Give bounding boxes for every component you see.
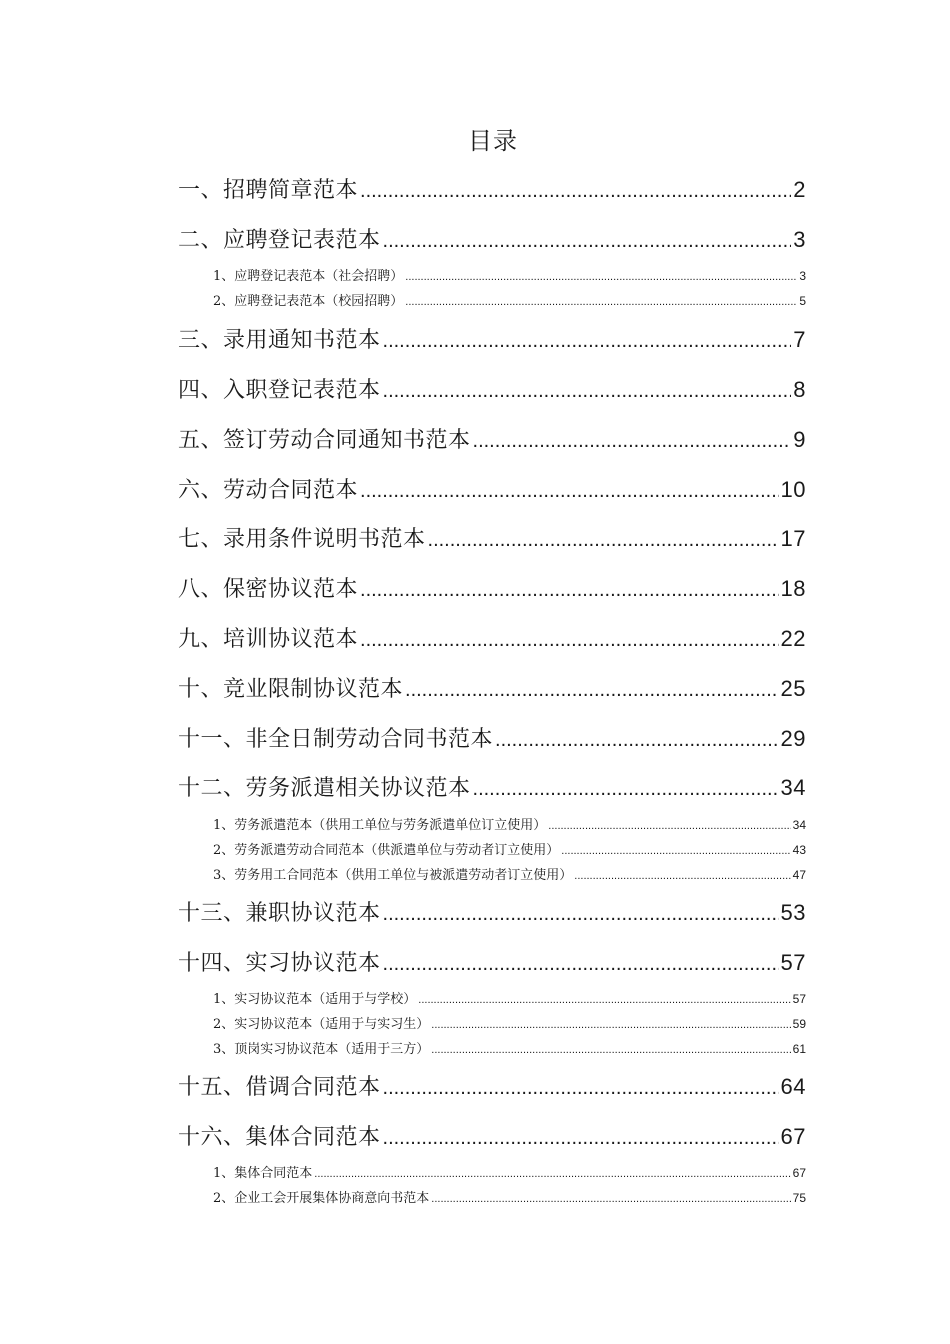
toc-entry[interactable] <box>178 724 806 755</box>
toc-entry[interactable] <box>178 524 806 555</box>
toc-page-number: 3 <box>793 227 806 252</box>
toc-entry-label: 十三、兼职协议范本 <box>178 901 381 926</box>
toc-entry[interactable] <box>178 475 806 506</box>
toc-entry-label: 八、保密协议范本 <box>178 577 359 602</box>
toc-page-number: 67 <box>780 1124 806 1149</box>
toc-subentry-label: 2、实习协议范本（适用于与实习生） <box>213 1017 430 1032</box>
toc-subentry-label: 3、顶岗实习协议范本（适用于三方） <box>213 1042 430 1057</box>
toc-page-number: 57 <box>792 992 806 1006</box>
toc-dot-leader <box>561 842 790 860</box>
toc-entry-label: 四、入职登记表范本 <box>178 378 381 403</box>
toc-entry-label: 十六、集体合同范本 <box>178 1125 381 1150</box>
toc-dot-leader <box>418 991 790 1009</box>
toc-dot-leader <box>383 226 792 256</box>
toc-entry[interactable] <box>178 175 806 206</box>
toc-entry[interactable] <box>178 898 806 929</box>
toc-subentry-label: 1、实习协议范本（适用于与学校） <box>213 992 417 1007</box>
toc-page-number: 2 <box>793 177 806 202</box>
toc-dot-leader <box>314 1165 790 1183</box>
toc-entry-label: 十一、非全日制劳动合同书范本 <box>178 727 494 752</box>
toc-page-number: 61 <box>792 1042 806 1056</box>
toc-page-number: 29 <box>780 726 806 751</box>
toc-entry-label: 二、应聘登记表范本 <box>178 228 381 253</box>
toc-dot-leader <box>383 376 792 406</box>
toc-dot-leader <box>405 268 797 286</box>
toc-subentry[interactable] <box>213 1040 806 1059</box>
toc-entry-label: 十二、劳务派遣相关协议范本 <box>178 776 471 801</box>
toc-subentry[interactable] <box>213 1015 806 1034</box>
toc-entry-label: 一、招聘简章范本 <box>178 178 359 203</box>
toc-entry[interactable] <box>178 325 806 356</box>
toc-dot-leader <box>360 625 779 655</box>
toc-entry-label: 十四、实习协议范本 <box>178 951 381 976</box>
toc-dot-leader <box>431 1041 790 1059</box>
toc-dot-leader <box>574 867 790 885</box>
toc-page-number: 18 <box>780 576 806 601</box>
toc-entry-label: 六、劳动合同范本 <box>178 478 359 503</box>
toc-dot-leader <box>473 426 792 456</box>
toc-page-number: 7 <box>793 327 806 352</box>
toc-subentry-label: 1、应聘登记表范本（社会招聘） <box>213 269 404 284</box>
toc-title: 目录 <box>468 127 518 155</box>
toc-page-number: 25 <box>780 676 806 701</box>
toc-subentry[interactable] <box>213 267 806 286</box>
toc-dot-leader <box>360 176 791 206</box>
toc-entry[interactable] <box>178 425 806 456</box>
toc-page-number: 10 <box>780 477 806 502</box>
toc-dot-leader <box>360 476 779 506</box>
toc-entry-label: 五、签订劳动合同通知书范本 <box>178 428 471 453</box>
toc-page-number: 67 <box>792 1166 806 1180</box>
toc-page-number: 53 <box>780 900 806 925</box>
toc-subentry[interactable] <box>213 841 806 860</box>
toc-entry[interactable] <box>178 375 806 406</box>
toc-entry[interactable] <box>178 1122 806 1153</box>
toc-page-number: 22 <box>780 626 806 651</box>
toc-page-number: 75 <box>792 1191 806 1205</box>
toc-subentry-label: 2、企业工会开展集体协商意向书范本 <box>213 1191 430 1206</box>
toc-dot-leader <box>383 949 779 979</box>
toc-page-number: 59 <box>792 1017 806 1031</box>
toc-page-number: 47 <box>792 868 806 882</box>
toc-entry[interactable] <box>178 574 806 605</box>
toc-entry-label: 十、竞业限制协议范本 <box>178 677 404 702</box>
toc-page-number: 17 <box>780 526 806 551</box>
toc-entry[interactable] <box>178 948 806 979</box>
toc-entry-label: 十五、借调合同范本 <box>178 1075 381 1100</box>
toc-subentry-label: 1、集体合同范本 <box>213 1166 313 1181</box>
toc-subentry-label: 3、劳务用工合同范本（供用工单位与被派遣劳动者订立使用） <box>213 868 573 883</box>
toc-subentry[interactable] <box>213 1189 806 1208</box>
toc-entry[interactable] <box>178 1072 806 1103</box>
toc-dot-leader <box>431 1190 790 1208</box>
toc-page-number: 64 <box>780 1074 806 1099</box>
toc-subentry[interactable] <box>213 816 806 835</box>
toc-subentry[interactable] <box>213 866 806 885</box>
toc-page-number: 57 <box>780 950 806 975</box>
toc-entry[interactable] <box>178 773 806 804</box>
toc-page-number: 34 <box>792 818 806 832</box>
toc-dot-leader <box>383 1073 779 1103</box>
toc-entry[interactable] <box>178 624 806 655</box>
toc-dot-leader <box>428 525 779 555</box>
toc-page-number: 9 <box>793 427 806 452</box>
toc-dot-leader <box>495 725 779 755</box>
toc-dot-leader <box>360 575 779 605</box>
toc-dot-leader <box>548 817 790 835</box>
toc-page-number: 8 <box>793 377 806 402</box>
toc-entry[interactable] <box>178 674 806 705</box>
toc-dot-leader <box>383 326 792 356</box>
toc-page-number: 3 <box>799 269 806 283</box>
toc-subentry-label: 2、劳务派遣劳动合同范本（供派遣单位与劳动者订立使用） <box>213 843 560 858</box>
toc-subentry[interactable] <box>213 1164 806 1183</box>
toc-subentry[interactable] <box>213 990 806 1009</box>
toc-page-number: 43 <box>792 843 806 857</box>
toc-entry-label: 三、录用通知书范本 <box>178 328 381 353</box>
toc-dot-leader <box>473 774 779 804</box>
toc-page-number: 34 <box>780 775 806 800</box>
toc-subentry[interactable] <box>213 292 806 311</box>
toc-entry-label: 七、录用条件说明书范本 <box>178 527 426 552</box>
toc-dot-leader <box>405 675 779 705</box>
toc-dot-leader <box>431 1016 790 1034</box>
toc-subentry-label: 2、应聘登记表范本（校园招聘） <box>213 294 404 309</box>
toc-page-number: 5 <box>799 294 806 308</box>
toc-entry[interactable] <box>178 225 806 256</box>
toc-dot-leader <box>383 1123 779 1153</box>
toc-dot-leader <box>383 899 779 929</box>
toc-entry-label: 九、培训协议范本 <box>178 627 359 652</box>
toc-subentry-label: 1、劳务派遣范本（供用工单位与劳务派遣单位订立使用） <box>213 818 547 833</box>
toc-dot-leader <box>405 293 797 311</box>
